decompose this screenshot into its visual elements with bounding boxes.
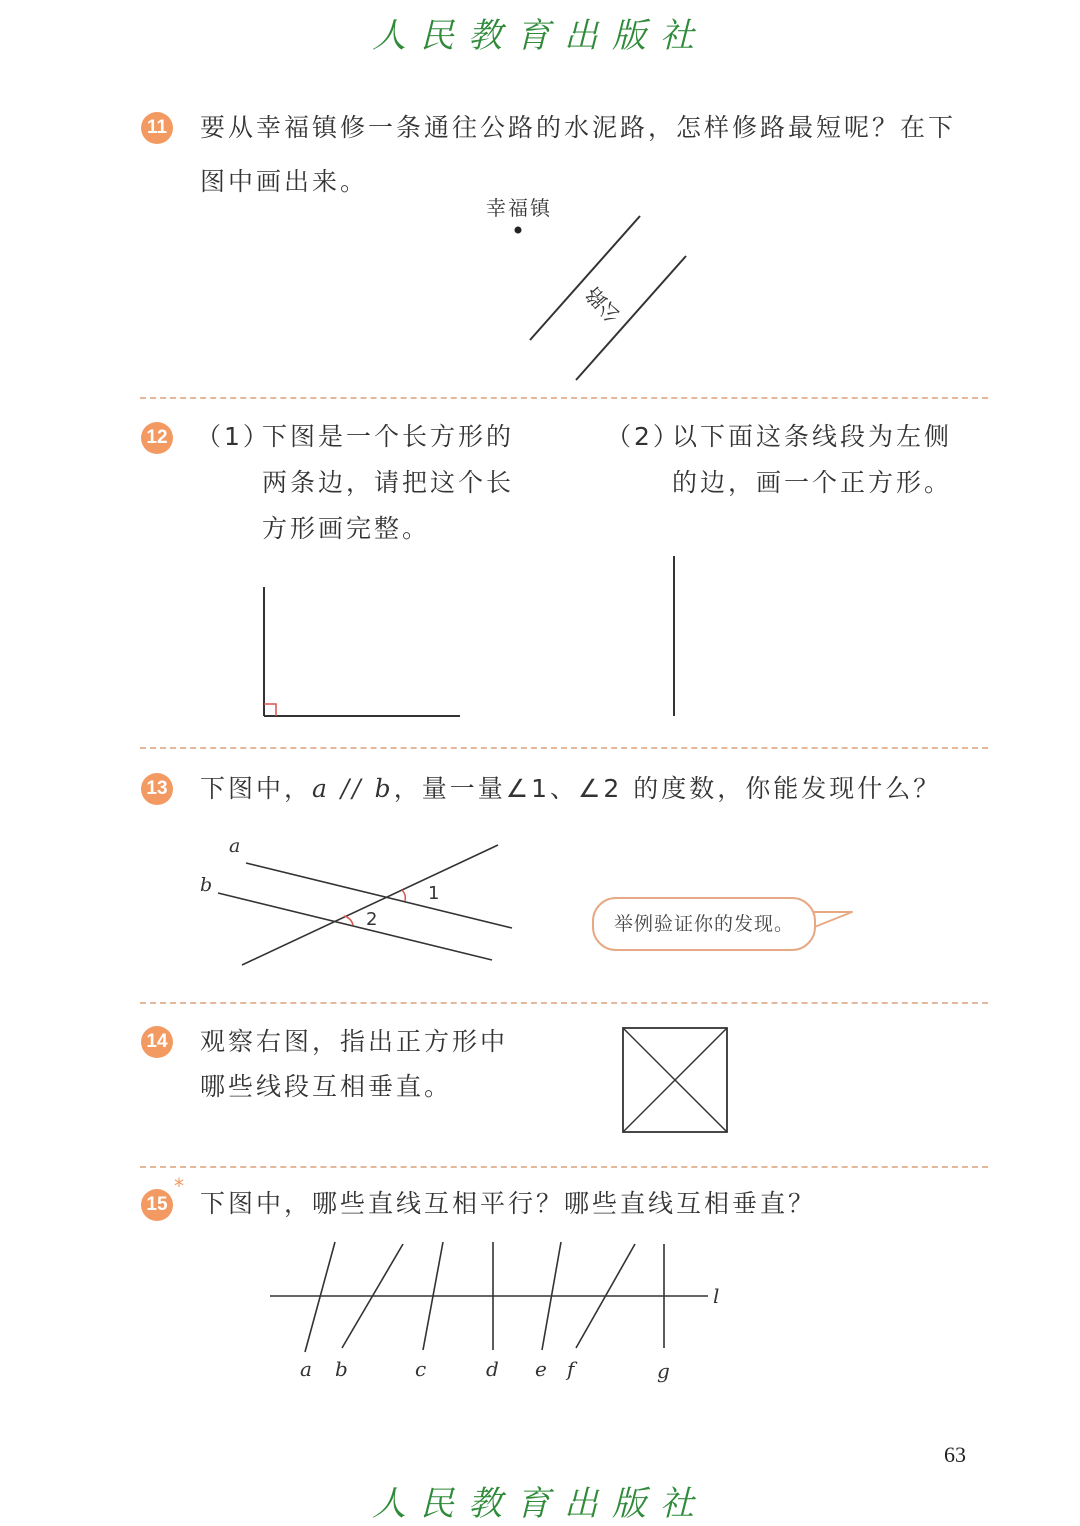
question-12-part2-tag: （2） — [606, 422, 681, 451]
question-14-number: 14 — [141, 1026, 173, 1058]
question-13-text-pre: 下图中， — [200, 774, 313, 803]
question-12-part1-line2: 两条边，请把这个长 — [262, 468, 515, 497]
question-14-text-line2: 哪些线段互相垂直。 — [200, 1072, 453, 1101]
line-f-label: f — [567, 1357, 575, 1381]
road-label: 公路 — [580, 281, 626, 328]
question-11-text-line2: 图中画出来。 — [200, 167, 369, 196]
question-13-var-a: a — [312, 774, 330, 803]
question-11-number: 11 — [141, 112, 173, 144]
question-12-part1-line3: 方形画完整。 — [262, 514, 431, 543]
question-15-number: 15 — [141, 1189, 173, 1221]
line-b-label: b — [335, 1357, 348, 1381]
question-15-star: * — [174, 1174, 184, 1198]
page-number: 63 — [944, 1442, 966, 1467]
line-e-label: e — [535, 1357, 547, 1381]
question-13-parallel: // — [329, 774, 375, 803]
line-l-label: l — [713, 1284, 720, 1308]
question-12-part2-line1: 以下面这条线段为左侧 — [672, 422, 953, 451]
angle-1-label: 1 — [428, 883, 440, 904]
town-label: 幸福镇 — [486, 196, 552, 220]
question-12-part1-line1: 下图是一个长方形的 — [262, 422, 515, 451]
line-a-label: a — [229, 835, 241, 857]
angle-2-label: 2 — [366, 909, 378, 930]
question-12-part2-line2: 的边，画一个正方形。 — [672, 468, 953, 497]
question-13-var-b: b — [374, 774, 394, 803]
question-14-text-line1: 观察右图，指出正方形中 — [200, 1027, 509, 1056]
line-d-label: d — [486, 1357, 499, 1381]
line-a — [305, 1242, 335, 1352]
question-15-text: 下图中，哪些直线互相平行？哪些直线互相垂直？ — [200, 1189, 817, 1218]
question-13-number: 13 — [141, 773, 173, 805]
publisher-logo-top: 人民教育出版社 — [372, 16, 708, 56]
hint-bubble: 举例验证你的发现。 — [592, 897, 816, 951]
line-b-label: b — [200, 874, 213, 896]
line-a-label: a — [300, 1357, 312, 1381]
question-12-number: 12 — [141, 422, 173, 454]
question-11-text-line1: 要从幸福镇修一条通往公路的水泥路，怎样修路最短呢？在下 — [200, 113, 957, 142]
publisher-logo-bottom: 人民教育出版社 — [372, 1484, 708, 1524]
question-12-part1-tag: （1） — [196, 422, 271, 451]
line-c-label: c — [415, 1357, 427, 1381]
question-13-text-post: ，量一量∠1、∠2 的度数，你能发现什么？ — [393, 774, 942, 803]
line-g-label: g — [657, 1359, 670, 1383]
